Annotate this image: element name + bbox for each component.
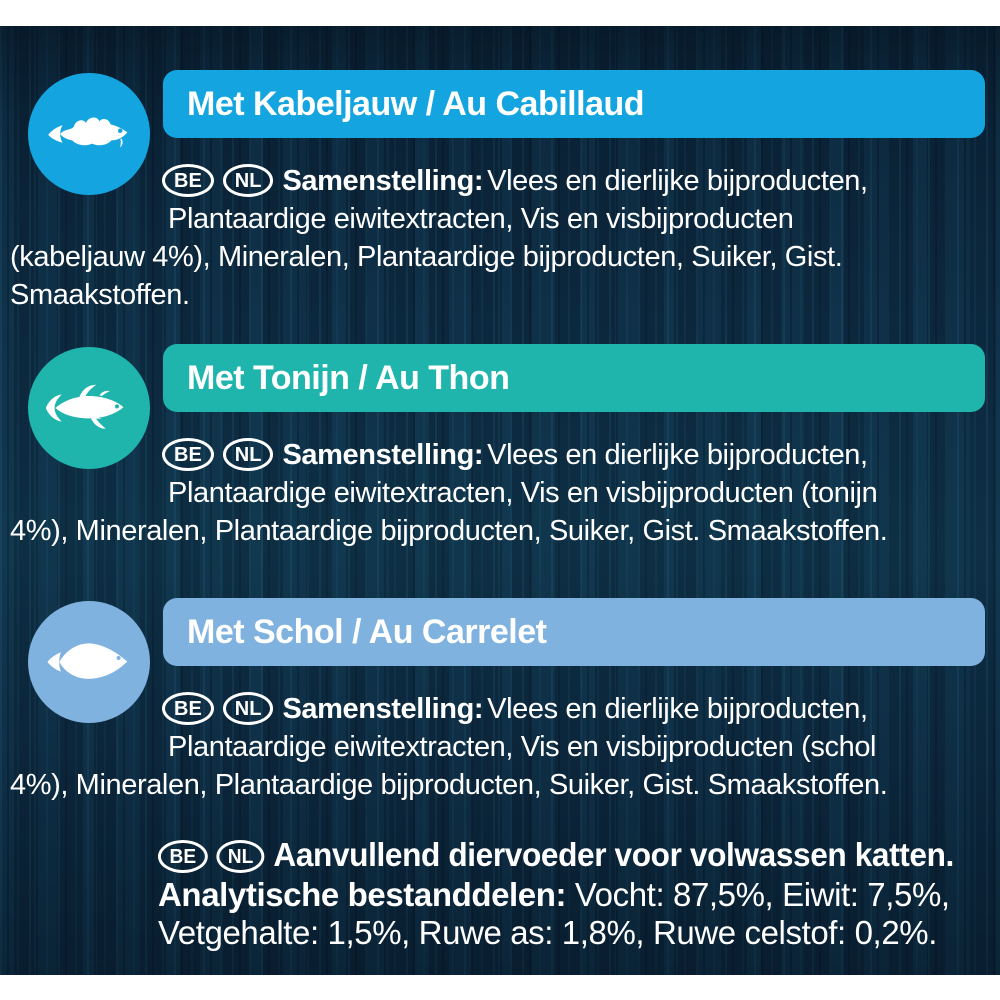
country-badge-be: BE [158, 840, 208, 873]
country-badge-be: BE [162, 164, 214, 197]
country-badge-nl: NL [223, 438, 274, 471]
composition-text: Vlees en dierlijke bijproducten, [487, 693, 868, 725]
header-banner-kabeljauw [163, 70, 985, 138]
composition-line: 4%), Mineralen, Plantaardige bijproducten, Suiker, Gist. Smaakstoffen. [10, 515, 888, 547]
analytical-values: Vocht: 87,5%, Eiwit: 7,5%, [574, 876, 950, 913]
section-schol [0, 598, 1000, 804]
composition-label: Samenstelling: [282, 165, 484, 197]
tuna-circle [28, 347, 150, 469]
section-tonijn [0, 344, 1000, 550]
footer-info [0, 836, 1000, 952]
composition-line [162, 162, 990, 200]
navy-wood-background [0, 26, 1000, 975]
cod-circle [28, 73, 150, 195]
country-badge-nl: NL [216, 840, 265, 873]
composition-line [162, 690, 990, 728]
header-title: Met Tonijn / Au Thon [187, 359, 510, 397]
header-banner-tonijn [163, 344, 985, 412]
header-title: Met Schol / Au Carrelet [187, 613, 547, 651]
composition-schol [0, 690, 1000, 804]
cod-icon [41, 105, 137, 163]
feeding-statement: Aanvullend diervoeder voor volwassen katten. [273, 836, 954, 873]
composition-label: Samenstelling: [282, 693, 484, 725]
composition-line: Plantaardige eiwitextracten, Vis en visbijproducten [168, 203, 794, 235]
composition-text: Vlees en dierlijke bijproducten, [487, 439, 868, 471]
composition-tonijn [0, 436, 1000, 550]
section-kabeljauw [0, 70, 1000, 314]
plaice-circle [28, 601, 150, 723]
country-badge-be: BE [162, 692, 214, 725]
composition-line [162, 436, 990, 474]
analytical-line-1 [158, 876, 954, 914]
analytical-label: Analytische bestanddelen: [158, 876, 567, 913]
composition-line: Plantaardige eiwitextracten, Vis en visbijproducten (schol [168, 731, 877, 763]
analytical-line-2: Vetgehalte: 1,5%, Ruwe as: 1,8%, Ruwe celstof: 0,2%. [158, 914, 937, 951]
feeding-statement-line [158, 836, 954, 876]
composition-kabeljauw [0, 162, 1000, 314]
country-badge-nl: NL [223, 164, 274, 197]
composition-text: Vlees en dierlijke bijproducten, [487, 165, 868, 197]
country-badge-be: BE [162, 438, 214, 471]
header-banner-schol [163, 598, 985, 666]
composition-line: Smaakstoffen. [10, 279, 190, 311]
header-title: Met Kabeljauw / Au Cabillaud [187, 85, 645, 123]
composition-line: 4%), Mineralen, Plantaardige bijproducten, Suiker, Gist. Smaakstoffen. [10, 769, 888, 801]
tuna-icon [41, 379, 137, 437]
composition-line: (kabeljauw 4%), Mineralen, Plantaardige bijproducten, Suiker, Gist. [10, 241, 843, 273]
composition-label: Samenstelling: [282, 439, 484, 471]
composition-line: Plantaardige eiwitextracten, Vis en visbijproducten (tonijn [168, 477, 878, 509]
plaice-icon [41, 633, 137, 691]
country-badge-nl: NL [223, 692, 274, 725]
